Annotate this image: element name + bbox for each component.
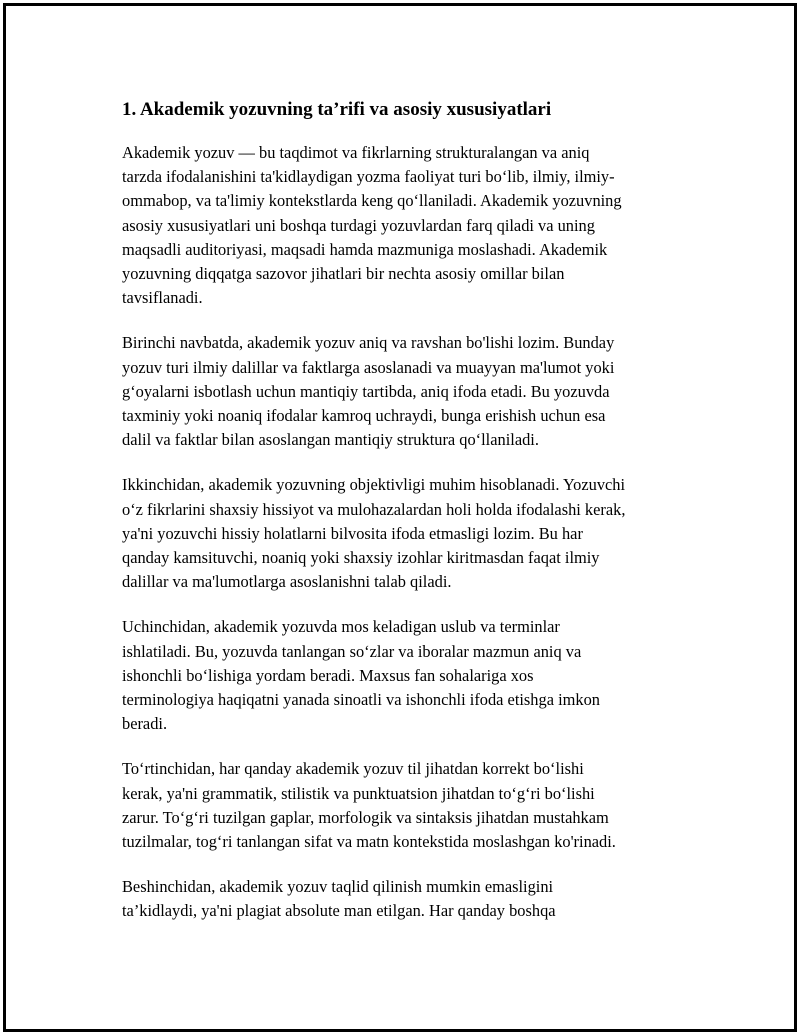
paragraph bbox=[122, 141, 697, 310]
text-line: tuzilmalar, tog‘ri tanlangan sifat va matn kontekstida moslashgan ko'rinadi. bbox=[122, 832, 616, 852]
text-line: qanday kamsituvchi, noaniq yoki shaxsiy izohlar kiritmasdan faqat ilmiy bbox=[122, 548, 600, 568]
text-line: o‘z fikrlarini shaxsiy hissiyot va mulohazalardan holi holda ifodalashi kerak, bbox=[122, 499, 626, 519]
text-line: ommabop, va ta'limiy kontekstlarda keng qo‘llaniladi. Akademik yozuvning bbox=[122, 191, 622, 211]
text-line: Beshinchidan, akademik yozuv taqlid qilinish mumkin emasligini bbox=[122, 877, 554, 897]
text-line: To‘rtinchidan, har qanday akademik yozuv til jihatdan korrekt bo‘lishi bbox=[122, 759, 584, 779]
text-line: tarzda ifodalanishini ta'kidlaydigan yozma faoliyat turi bo‘lib, ilmiy, ilmiy- bbox=[122, 167, 615, 187]
section-heading: 1. Akademik yozuvning ta’rifi va asosiy xususiyatlari bbox=[122, 99, 552, 120]
text-line: tavsiflanadi. bbox=[122, 288, 203, 308]
paragraph bbox=[122, 473, 697, 594]
text-line: Birinchi navbatda, akademik yozuv aniq va ravshan bo'lishi lozim. Bunday bbox=[122, 333, 615, 353]
text-line: ta’kidlaydi, ya'ni plagiat absolute man etilgan. Har qanday boshqa bbox=[122, 901, 556, 921]
text-line: yozuvning diqqatga sazovor jihatlari bir nechta asosiy omillar bilan bbox=[122, 264, 565, 284]
document-body bbox=[122, 97, 697, 945]
paragraph bbox=[122, 875, 697, 923]
text-line: Ikkinchidan, akademik yozuvning objektivligi muhim hisoblanadi. Yozuvchi bbox=[122, 475, 626, 495]
text-line: zarur. To‘g‘ri tuzilgan gaplar, morfologik va sintaksis jihatdan mustahkam bbox=[122, 807, 609, 827]
text-line: terminologiya haqiqatni yanada sinoatli va ishonchli ifoda etishga imkon bbox=[122, 690, 600, 710]
text-line: taxminiy yoki noaniq ifodalar kamroq uchraydi, bunga erishish uchun esa bbox=[122, 406, 606, 426]
text-line: maqsadli auditoriyasi, maqsadi hamda mazmuniga moslashadi. Akademik bbox=[122, 239, 608, 259]
paragraph bbox=[122, 331, 697, 452]
paragraph-list bbox=[122, 141, 697, 924]
document-page bbox=[3, 3, 797, 1032]
paragraph bbox=[122, 615, 697, 736]
text-line: kerak, ya'ni grammatik, stilistik va punktuatsion jihatdan to‘g‘ri bo‘lishi bbox=[122, 783, 595, 803]
text-line: asosiy xususiyatlari uni boshqa turdagi yozuvlardan farq qiladi va uning bbox=[122, 215, 595, 235]
text-line: beradi. bbox=[122, 714, 168, 734]
text-line: dalillar va ma'lumotlarga asoslanishni talab qiladi. bbox=[122, 572, 452, 592]
text-line: yozuv turi ilmiy dalillar va faktlarga asoslanadi va muayyan ma'lumot yoki bbox=[122, 357, 615, 377]
text-line: ishonchli bo‘lishiga yordam beradi. Maxsus fan sohalariga xos bbox=[122, 665, 534, 685]
text-line: ishlatiladi. Bu, yozuvda tanlangan so‘zlar va iboralar mazmun aniq va bbox=[122, 641, 582, 661]
text-line: Uchinchidan, akademik yozuvda mos keladigan uslub va terminlar bbox=[122, 617, 560, 637]
paragraph bbox=[122, 757, 697, 854]
text-line: g‘oyalarni isbotlash uchun mantiqiy tartibda, aniq ifoda etadi. Bu yozuvda bbox=[122, 381, 610, 401]
text-line: Akademik yozuv — bu taqdimot va fikrlarning strukturalangan va aniq bbox=[122, 143, 590, 162]
text-line: dalil va faktlar bilan asoslangan mantiqiy struktura qo‘llaniladi. bbox=[122, 430, 539, 450]
text-line: ya'ni yozuvchi hissiy holatlarni bilvosita ifoda etmasligi lozim. Bu har bbox=[122, 523, 583, 543]
